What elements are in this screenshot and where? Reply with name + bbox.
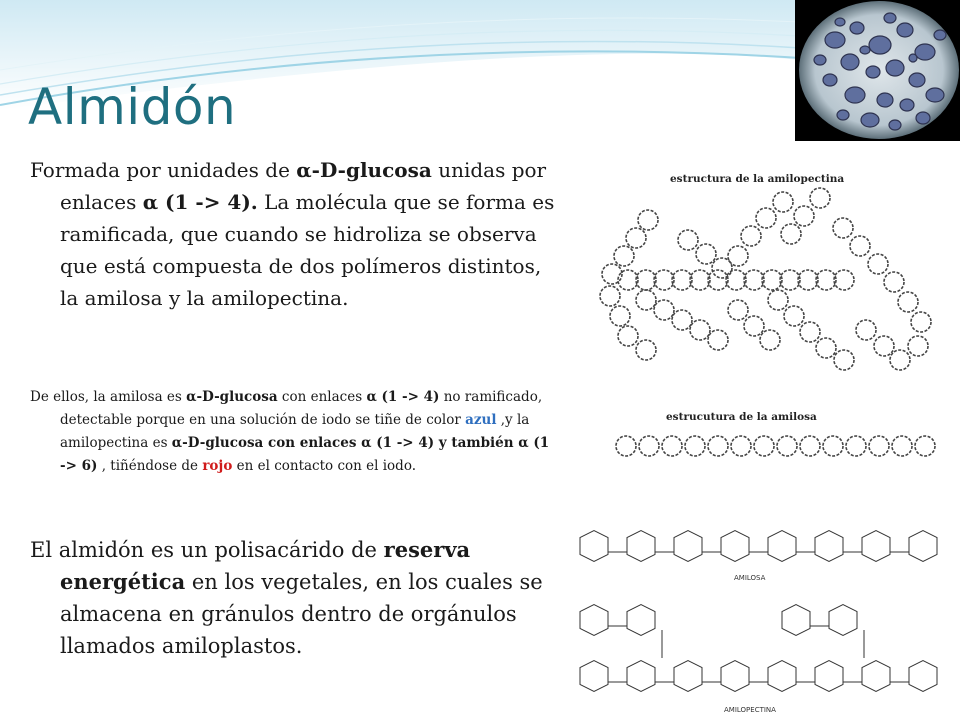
glucose-bead [654, 270, 674, 290]
glucose-bead [777, 436, 797, 456]
red-word: rojo [202, 458, 233, 474]
glucose-ring [627, 661, 655, 692]
amilopectina-branches [580, 605, 864, 658]
glucose-ring [909, 531, 937, 562]
glucose-bead [616, 436, 636, 456]
amilopectina-beads [600, 188, 931, 370]
glucose-bead [610, 306, 630, 326]
glucose-bead [890, 350, 910, 370]
page-title: Almidón [28, 78, 237, 136]
glucose-bead [726, 270, 746, 290]
glucose-bead [712, 258, 732, 278]
glucose-bead [708, 270, 728, 290]
glucose-bead [915, 436, 935, 456]
glucose-bead [868, 254, 888, 274]
glucose-ring [829, 605, 857, 636]
glucose-bead [618, 270, 638, 290]
glucose-ring [721, 661, 749, 692]
reserve-paragraph: El almidón es un polisacárido de reserva energética en los vegetales, en los cuales se almacena en gránulos dentro de orgánulos llamados amiloplastos. [30, 537, 543, 658]
amilopectina-chemical-chain [580, 661, 937, 692]
glucose-bead [744, 270, 764, 290]
glucose-ring [674, 531, 702, 562]
glucose-bead [911, 312, 931, 332]
glucose-bead [892, 436, 912, 456]
glucose-ring [768, 531, 796, 562]
glucose-bead [833, 218, 853, 238]
glucose-ring [782, 605, 810, 636]
blue-word: azul [465, 412, 497, 428]
glucose-bead [834, 350, 854, 370]
glucose-ring [815, 531, 843, 562]
glucose-bead [756, 208, 776, 228]
glucose-bead [638, 210, 658, 230]
starch-micrograph-image [795, 0, 960, 141]
glucose-bead [834, 270, 854, 290]
glucose-ring [580, 531, 608, 562]
glucose-bead [685, 436, 705, 456]
glucose-bead [784, 306, 804, 326]
glucose-bead [800, 436, 820, 456]
glucose-bead [794, 206, 814, 226]
glucose-bead [690, 320, 710, 340]
amilosa-chemical-label: AMILOSA [734, 574, 766, 582]
glucose-ring [862, 661, 890, 692]
glucose-bead [850, 236, 870, 256]
amilopectina-structure-label: estructura de la amilopectina [670, 173, 845, 185]
glucose-ring [815, 661, 843, 692]
glucose-bead [780, 270, 800, 290]
glucose-bead [744, 316, 764, 336]
glucose-bead [672, 270, 692, 290]
glucose-bead [898, 292, 918, 312]
glucose-bead [798, 270, 818, 290]
glucose-bead [754, 436, 774, 456]
glucose-bead [768, 290, 788, 310]
glucose-bead [636, 270, 656, 290]
glucose-bead [678, 230, 698, 250]
glucose-ring [768, 661, 796, 692]
glucose-bead [810, 188, 830, 208]
glucose-bead [773, 192, 793, 212]
glucose-bead [741, 226, 761, 246]
glucose-bead [690, 270, 710, 290]
glucose-bead [874, 336, 894, 356]
glucose-bead [600, 286, 620, 306]
glucose-bead [708, 436, 728, 456]
glucose-bead [816, 338, 836, 358]
glucose-ring [627, 531, 655, 562]
description-paragraph: Formada por unidades de α-D-glucosa unidas por enlaces α (1 -> 4). La molécula que se forma es ramificada, que cuando se hidroliza se observa que está compuesta de dos polímeros distintos, la amilosa y la amilopectina. [30, 158, 555, 310]
glucose-bead [800, 322, 820, 342]
glucose-bead [618, 326, 638, 346]
glucose-bead [781, 224, 801, 244]
glucose-bead [856, 320, 876, 340]
glucose-bead [614, 246, 634, 266]
glucose-ring [580, 661, 608, 692]
glucose-bead [654, 300, 674, 320]
glucose-bead [728, 246, 748, 266]
glucose-ring [862, 531, 890, 562]
glucose-bead [696, 244, 716, 264]
glucose-bead [760, 330, 780, 350]
glucose-bead [672, 310, 692, 330]
detail-paragraph: De ellos, la amilosa es α-D-glucosa con enlaces α (1 -> 4) no ramificado, detectable porque en una solución de iodo se tiñe de color azul ,y la amilopectina es α-D-glucosa con enlaces α (1 -> 4) y también α (1 -> 6) , tiñéndose de rojo en el contacto con el iodo. [30, 389, 550, 474]
glucose-bead [823, 436, 843, 456]
amilosa-chemical-chain [580, 531, 937, 562]
glucose-bead [816, 270, 836, 290]
glucose-ring [580, 605, 608, 636]
glucose-bead [636, 340, 656, 360]
glucose-bead [602, 264, 622, 284]
glucose-bead [639, 436, 659, 456]
glucose-bead [626, 228, 646, 248]
glucose-ring [627, 605, 655, 636]
glucose-bead [728, 300, 748, 320]
glucose-bead [662, 436, 682, 456]
glucose-bead [708, 330, 728, 350]
glucose-bead [731, 436, 751, 456]
glucose-bead [884, 272, 904, 292]
glucose-ring [909, 661, 937, 692]
glucose-bead [762, 270, 782, 290]
chemical-structure-diagram [566, 508, 960, 720]
amilosa-structure-label: estrucutura de la amilosa [666, 411, 817, 423]
glucose-ring [674, 661, 702, 692]
glucose-bead [908, 336, 928, 356]
amilosa-beads [616, 436, 935, 456]
glucose-bead [869, 436, 889, 456]
glucose-bead [636, 290, 656, 310]
glucose-ring [721, 531, 749, 562]
amilopectina-chemical-label: AMILOPECTINA [724, 706, 776, 714]
glucose-bead [846, 436, 866, 456]
polymer-structure-diagram [588, 160, 960, 500]
